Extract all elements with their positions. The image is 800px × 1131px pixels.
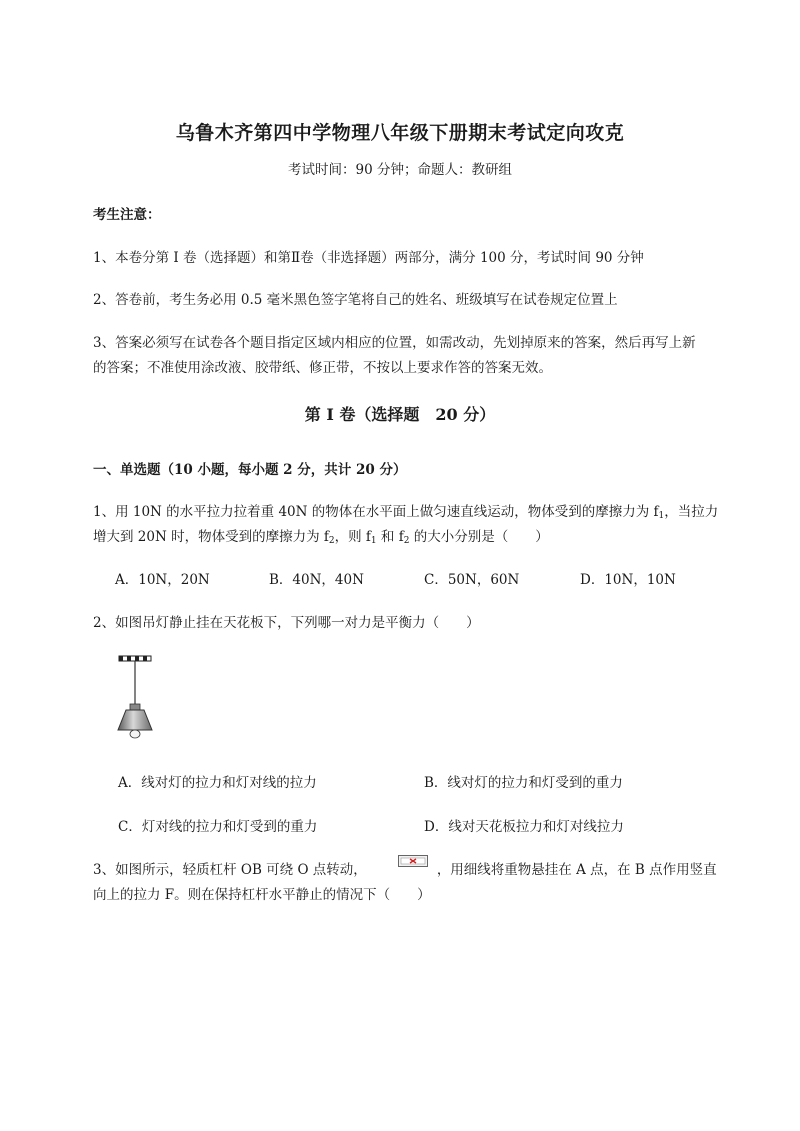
q1-stem-line-2 <box>93 525 549 546</box>
lamp-shade <box>118 710 152 730</box>
notes-item-3-line-1: 3、答案必须写在试卷各个题目指定区域内相应的位置，如需改动，先划掉原来的答案，然后再写上新 <box>93 335 696 351</box>
lamp-bulb <box>130 730 140 738</box>
q1-stem-line-1 <box>93 500 718 521</box>
q1-text: 增大到 20N 时，物体受到的摩擦力为 f <box>93 529 329 545</box>
ceiling-mount <box>119 656 151 661</box>
q1-option-c: C．50N，60N <box>424 572 520 588</box>
q1-text: 和 f <box>376 529 404 545</box>
q2-option-b: B．线对灯的拉力和灯受到的重力 <box>424 775 623 791</box>
notes-heading: 考生注意： <box>93 207 161 223</box>
exam-subtitle: 考试时间：90 分钟；命题人：教研组 <box>288 162 512 178</box>
exam-title: 乌鲁木齐第四中学物理八年级下册期末考试定向攻克 <box>175 122 625 144</box>
broken-image-icon <box>398 855 428 867</box>
q1-subscript: 1 <box>370 536 377 546</box>
q3-stem-line-2: 向上的拉力 F。则在保持杠杆水平静止的情况下（ ） <box>93 887 431 903</box>
q2-option-a: A．线对灯的拉力和灯对线的拉力 <box>118 775 317 791</box>
notes-item-2: 2、答卷前，考生务必用 0.5 毫米黑色签字笔将自己的姓名、班级填写在试卷规定位置上 <box>93 292 618 308</box>
q1-option-b: B．40N，40N <box>269 572 364 588</box>
q1-text: 的大小分别是（ ） <box>409 529 549 545</box>
q1-text: ，则 f <box>334 529 371 545</box>
hanging-lamp-figure <box>110 654 160 744</box>
q2-option-c: C．灯对线的拉力和灯受到的重力 <box>118 819 318 835</box>
q2-option-d: D．线对天花板拉力和灯对线拉力 <box>424 819 624 835</box>
q3-text: 3、如图所示，轻质杠杆 OB 可绕 O 点转动， <box>93 862 367 878</box>
q1-subscript: 2 <box>328 536 335 546</box>
q1-option-d: D．10N，10N <box>580 572 676 588</box>
notes-item-1: 1、本卷分第 I 卷（选择题）和第Ⅱ卷（非选择题）两部分，满分 100 分，考试时间 90 分钟 <box>93 250 644 266</box>
notes-item-3-line-2: 的答案；不准使用涂改液、胶带纸、修正带，不按以上要求作答的答案无效。 <box>93 360 552 376</box>
q1-option-a: A．10N，20N <box>115 572 210 588</box>
part-heading: 一、单选题（10 小题，每小题 2 分，共计 20 分） <box>93 462 407 478</box>
lamp-socket <box>130 704 140 710</box>
q3-text: ，用细线将重物悬挂在 A 点，在 B 点作用竖直 <box>436 862 717 878</box>
q2-stem: 2、如图吊灯静止挂在天花板下，下列哪一对力是平衡力（ ） <box>93 615 480 631</box>
q1-subscript: 1 <box>658 511 665 521</box>
q1-text: ，当拉力 <box>664 504 719 520</box>
q1-text: 1、用 10N 的水平拉力拉着重 40N 的物体在水平面上做匀速直线运动，物体受到的摩擦力为 f <box>93 504 659 520</box>
q1-subscript: 2 <box>403 536 410 546</box>
section-title: 第 I 卷（选择题 20 分） <box>304 405 496 424</box>
